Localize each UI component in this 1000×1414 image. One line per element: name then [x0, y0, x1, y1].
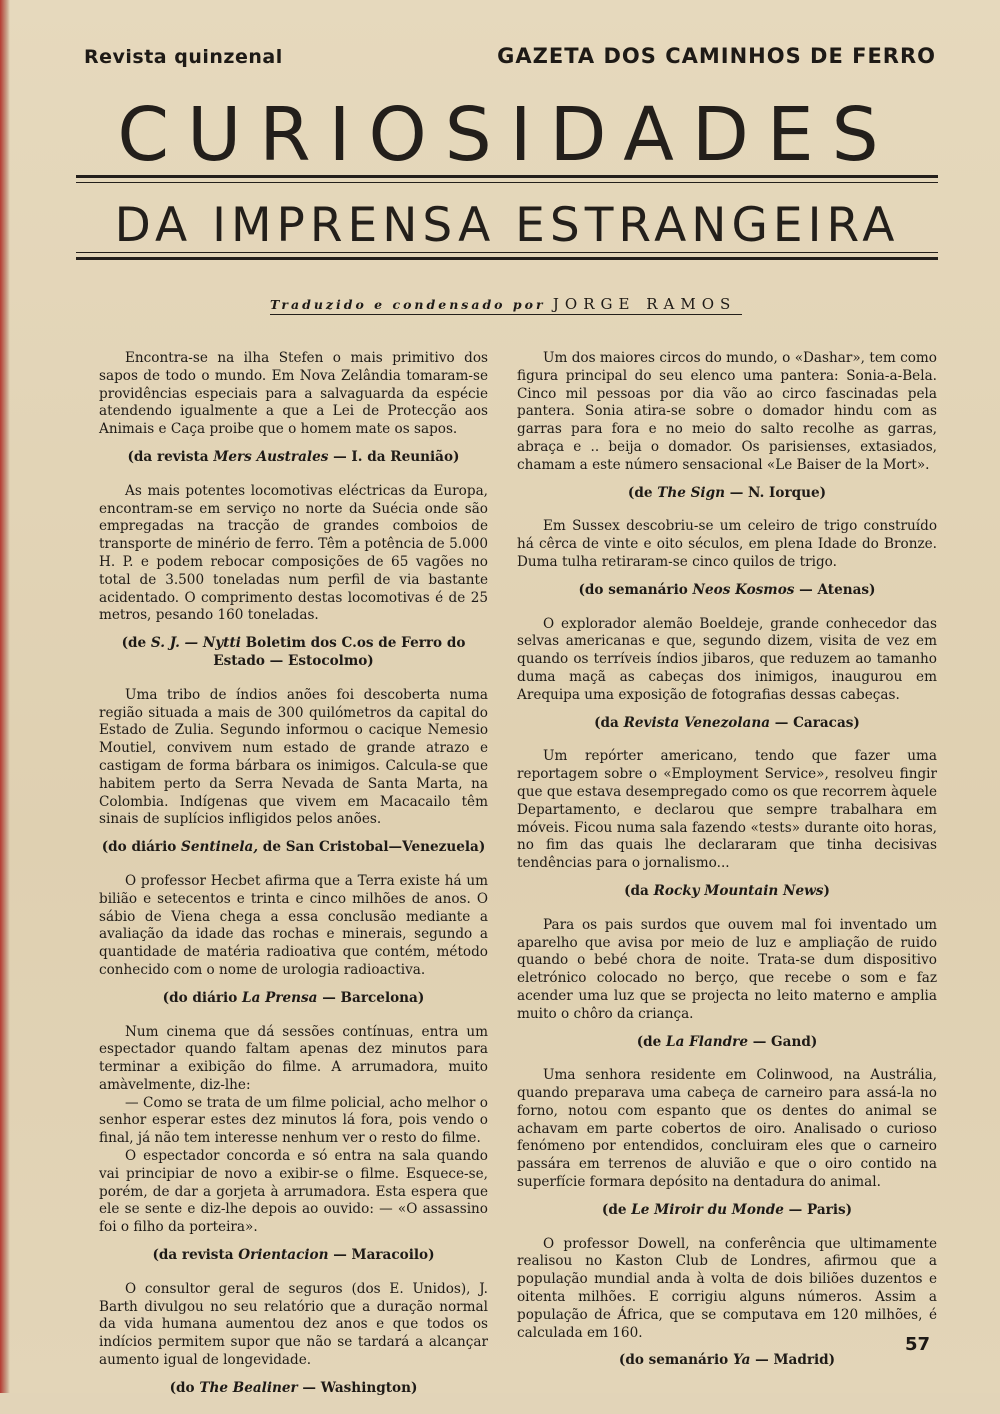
- source-prefix: (de: [627, 484, 658, 501]
- news-paragraph: Para os pais surdos que ouvem mal foi inventado um aparelho que avisa por meio de luz e ampliação de ruido quando o bebé chora de noite. Trata-se dum dispositivo eletrónico colocado no berço, que recebe o som e faz acender uma luz que se projecta no leito materno e amplia muito o chôro da criança.: [517, 916, 937, 1022]
- news-paragraph: Um repórter americano, tendo que fazer uma reportagem sobre o «Employment Service», resolveu fingir que que estava desempregado como os que recorrem àquele Departamento, e declarou que sempre trabalhara em móveis. Ficou numa sala fazendo «tests» durante oito horas, no fim das quais lhe declararam que tinha decisivas tendências para o jornalismo...: [517, 748, 937, 872]
- news-source: [517, 715, 937, 733]
- source-prefix: (de: [636, 1033, 667, 1050]
- source-suffix: — Atenas): [794, 581, 876, 598]
- news-source: [99, 1247, 488, 1265]
- source-prefix: (do semanário: [578, 581, 693, 598]
- news-item: [99, 1281, 488, 1398]
- source-suffix: — Caracas): [770, 714, 860, 731]
- news-paragraph: O professor Hecbet afirma que a Terra existe há um bilião e setecentos e trinta e cinco milhões de anos. O sábio de Viena chega a essa conclusão mediante a avaliação da idade das rochas e minerais, segundo a quantidade de matéria radioativa que contém, método conhecido com o nome de urologia radioactiva.: [99, 872, 488, 978]
- news-item: [99, 873, 488, 1008]
- news-item: [517, 748, 937, 900]
- source-publication: Le Miroir du Monde: [631, 1201, 784, 1218]
- subtitle-rule-thin: [76, 252, 938, 253]
- page-number: 57: [904, 1334, 930, 1355]
- source-publication: Rocky Mountain News: [653, 882, 824, 899]
- news-paragraph: O espectador concorda e só entra na sala quando vai principiar de novo a exibir-se o filme. Esquece-se, porém, de dar a gorjeta à arrumadora. Esta espera que ele se sente e diz-lhe depois ao ouvido: — «O assassino foi o filho da porteira».: [99, 1148, 488, 1236]
- source-suffix: — Madrid): [750, 1352, 836, 1369]
- source-publication: The Sign: [657, 484, 725, 501]
- news-source: [517, 485, 937, 503]
- title-rule-thick: [76, 175, 938, 178]
- byline-prefix: Traduzido e condensado por: [270, 297, 546, 312]
- source-publication: Neos Kosmos: [692, 581, 795, 598]
- news-item: [99, 350, 488, 467]
- source-publication: Mers Australes: [213, 448, 329, 465]
- news-source: [99, 635, 488, 671]
- source-publication: The Bealiner: [199, 1379, 298, 1396]
- news-item: [517, 518, 937, 599]
- source-publication: Sentinela,: [181, 839, 259, 856]
- news-source: [517, 582, 937, 600]
- left-column: [99, 350, 488, 1414]
- source-publication: La Flandre: [666, 1033, 748, 1050]
- source-suffix: ): [823, 882, 830, 899]
- page-title: CURIOSIDADES: [117, 92, 897, 178]
- source-suffix: — I. da Reunião): [328, 448, 460, 465]
- header-right: GAZETA DOS CAMINHOS DE FERRO: [497, 44, 936, 68]
- news-paragraph: O explorador alemão Boeldeje, grande conhecedor das selvas americanas e que, segundo dizem, visita de vez em quando os terríveis índios jibaros, que reduzem ao tamanho duma maçã as cabeças dos inimigos, inaugurou em Arequipa uma exposição de fotografias dessas cabeças.: [517, 615, 937, 703]
- source-suffix: — N. Iorque): [724, 484, 827, 501]
- source-prefix: (do: [169, 1379, 200, 1396]
- news-item: [517, 917, 937, 1052]
- news-source: [517, 883, 937, 901]
- source-prefix: (da: [594, 714, 624, 731]
- news-item: [517, 1236, 937, 1371]
- news-paragraph: — Como se trata de um filme policial, acho melhor o senhor esperar estes dez minutos lá fora, pois vendo o final, já não tem interesse nenhum ver o resto do filme.: [99, 1094, 488, 1147]
- news-paragraph: Um dos maiores circos do mundo, o «Dashar», tem como figura principal do seu elenco uma pantera: Sonia-a-Bela. Cinco mil pessoas por dia vão ao circo fascinadas pela pantera. Sonia atira-se sobre o domador hindu com as garras para fora e no meio do salto recolhe as garras, abraça e .. beija o domador. Os parisienses, extasiados, chamam a este número sensacional «Le Baiser de la Mort».: [517, 350, 937, 473]
- news-item: [517, 350, 937, 502]
- source-publication: Orientacion: [238, 1247, 329, 1264]
- news-source: [517, 1352, 937, 1370]
- source-suffix: de San Cristobal—Venezuela): [258, 839, 486, 856]
- news-item: [517, 616, 937, 733]
- source-publication: S. J. — Nytti: [150, 635, 241, 652]
- page-edge: [0, 0, 10, 1393]
- source-suffix: — Maracoilo): [328, 1247, 435, 1264]
- news-paragraph: Em Sussex descobriu-se um celeiro de trigo construído há cêrca de vinte e oito séculos, em plena Idade do Bronze. Duma tulha retiraram-se cinco quilos de trigo.: [517, 518, 937, 570]
- byline-author: JORGE RAMOS: [552, 295, 737, 313]
- byline-rule: [270, 314, 742, 315]
- news-paragraph: Uma senhora residente em Colinwood, na Austrália, quando preparava uma cabeça de carneiro para assá-la no forno, notou com espanto que os dentes do animal se achavam em parte cobertos de oiro. Analisado o curioso fenómeno por entendidos, concluiram eles que o carneiro passára em terrenos de aluvião e que o oiro contido na superfície formara depósito na dentadura do animal.: [517, 1067, 937, 1191]
- right-column: [517, 350, 937, 1386]
- source-prefix: (do diário: [162, 989, 243, 1006]
- page-subtitle: DA IMPRENSA ESTRANGEIRA: [114, 198, 900, 253]
- source-suffix: Boletim dos C.os de Ferro do Estado — Estocolmo): [213, 635, 466, 669]
- source-suffix: — Gand): [747, 1033, 818, 1050]
- source-suffix: — Paris): [783, 1201, 853, 1218]
- source-publication: Ya: [732, 1352, 751, 1369]
- source-prefix: (do semanário: [618, 1352, 733, 1369]
- byline: [270, 295, 736, 313]
- source-prefix: (da revista: [127, 448, 214, 465]
- news-paragraph: Encontra-se na ilha Stefen o mais primitivo dos sapos de todo o mundo. Em Nova Zelândia tomaram-se providências especiais para a salvaguarda da espécie atendendo igualmente a que a Lei de Protecção aos Animais e Caça proibe que o homem mate os sapos.: [99, 350, 488, 438]
- source-prefix: (da revista: [152, 1247, 239, 1264]
- news-item: [99, 1024, 488, 1265]
- source-publication: La Prensa: [242, 989, 318, 1006]
- source-publication: Revista Venezolana: [623, 714, 771, 731]
- news-source: [99, 449, 488, 467]
- news-item: [99, 687, 488, 857]
- news-source: [99, 1380, 488, 1398]
- news-paragraph: O consultor geral de seguros (dos E. Unidos), J. Barth divulgou no seu relatório que a duração normal da vida humana aumentou dez anos e que todos os indícios permitem supor que não se tardará a alcançar aumento igual de longevidade.: [99, 1280, 488, 1369]
- news-source: [517, 1034, 937, 1052]
- news-paragraph: Num cinema que dá sessões contínuas, entra um espectador quando faltam apenas dez minutos para terminar a exibição do filme. A arrumadora, muito amàvelmente, diz-lhe:: [99, 1023, 488, 1093]
- news-paragraph: Uma tribo de índios anões foi descoberta numa região situada a mais de 300 quilómetros da capital do Estado de Zulia. Segundo informou o cacique Nemesio Moutiel, convivem num estado de grande atrazo e castigam de forma bárbara os inimigos. Calcula-se que habitem perto da Serra Nevada de Santa Marta, na Colombia. Indígenas que vivem em Macacailo têm sinais de suplícios infligidos pelos anões.: [99, 686, 488, 828]
- news-item: [99, 483, 488, 671]
- title-rule-thin: [76, 182, 938, 183]
- source-prefix: (da: [624, 882, 654, 899]
- source-prefix: (de: [601, 1201, 632, 1218]
- news-paragraph: As mais potentes locomotivas eléctricas da Europa, encontram-se em serviço no norte da Suécia onde são empregadas na tracção de grandes comboios de transporte de minério de ferro. Têm a potência de 5.000 H. P. e podem rebocar composições de 65 vagões no total de 3.500 toneladas num perfil de via bastante acidentado. O comprimento destas locomotivas é de 25 metros, pesando 160 toneladas.: [99, 482, 488, 624]
- source-prefix: (de: [121, 635, 151, 652]
- news-item: [517, 1067, 937, 1219]
- news-source: [517, 1202, 937, 1220]
- news-source: [99, 839, 488, 857]
- news-paragraph: O professor Dowell, na conferência que ultimamente realisou no Kaston Club de Londres, afirmou que a população mundial anda à volta de dois biliões duzentos e oitenta milhões. E corrigiu alguns números. Assim a população de África, que se computava em 120 milhões, é calculada em 160.: [517, 1235, 937, 1341]
- header-left: Revista quinzenal: [84, 46, 283, 68]
- news-source: [99, 990, 488, 1008]
- subtitle-rule-thick: [76, 257, 938, 260]
- source-suffix: — Barcelona): [317, 989, 425, 1006]
- source-prefix: (do diário: [101, 839, 182, 856]
- source-suffix: — Washington): [297, 1379, 418, 1396]
